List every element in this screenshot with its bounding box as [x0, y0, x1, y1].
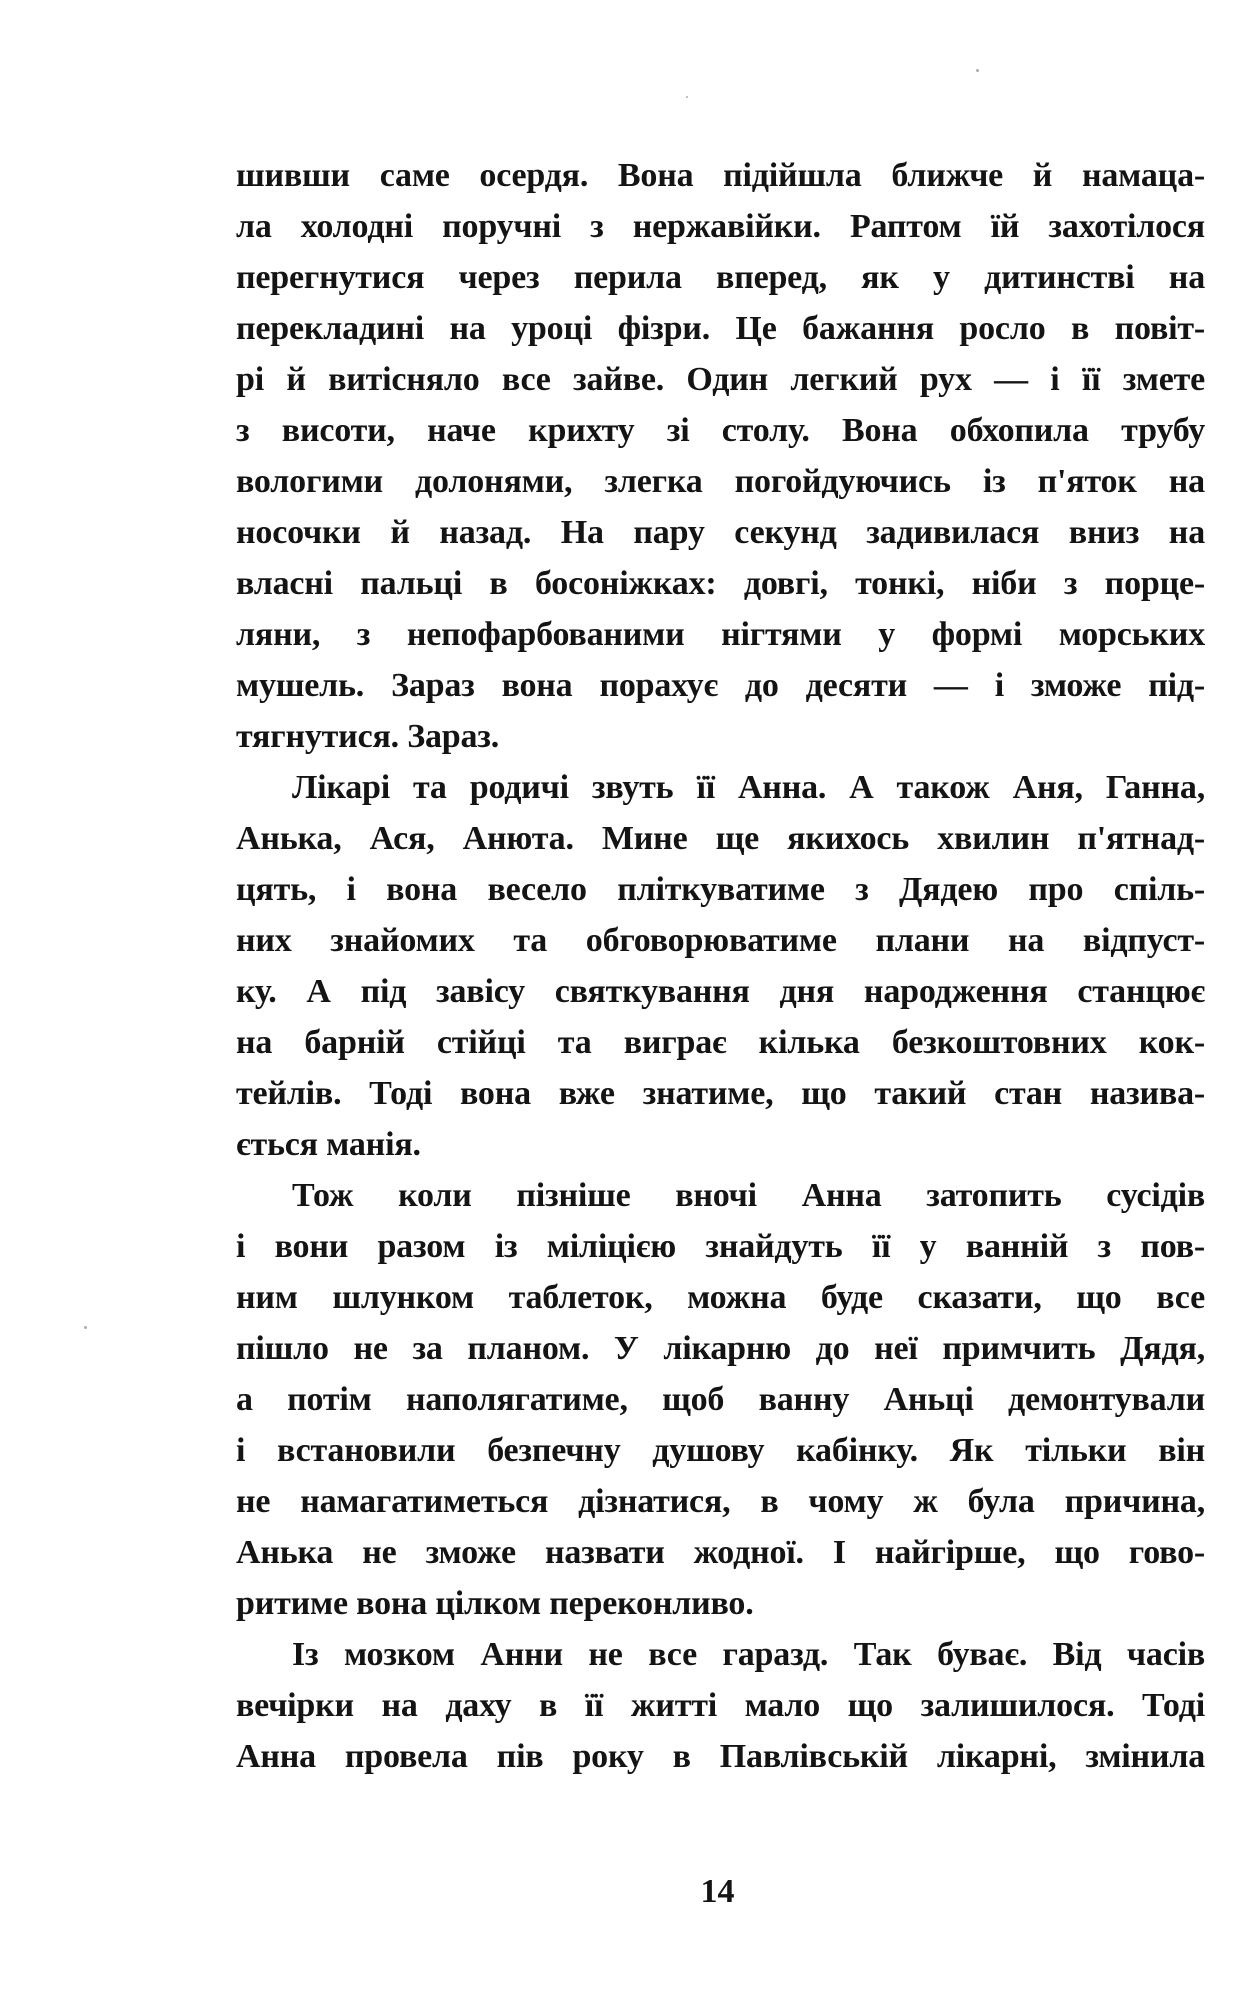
text-line: власні пальці в босоніжках: довгі, тонкі, ніби з порце- — [236, 565, 1205, 602]
text-line: вологими долонями, злегка погойдуючись із п'яток на — [236, 463, 1205, 500]
text-line: з висоти, наче крихту зі столу. Вона обхопила трубу — [236, 412, 1205, 449]
scan-speck — [686, 96, 688, 98]
page-number: 14 — [700, 1873, 735, 1910]
text-line: на барній стійці та виграє кілька безкоштовних кок- — [236, 1024, 1205, 1061]
scan-speck — [976, 69, 979, 72]
text-line: шивши саме осердя. Вона підійшла ближче й намаца- — [236, 157, 1205, 194]
text-line: Анька не зможе назвати жодної. І найгірше, що гово- — [236, 1534, 1205, 1571]
text-line: ла холодні поручні з нержавійки. Раптом їй захотілося — [236, 208, 1205, 245]
text-line: вечірки на даху в її житті мало що залишилося. Тоді — [236, 1687, 1205, 1724]
paragraph-4 — [236, 1629, 1205, 1782]
text-line: ритиме вона цілком переконливо. — [236, 1585, 754, 1622]
text-line: ку. А під завісу святкування дня народження станцює — [236, 973, 1205, 1010]
paragraph-2 — [236, 762, 1205, 1170]
text-line: і встановили безпечну душову кабінку. Як тільки він — [236, 1432, 1205, 1469]
text-line: ним шлунком таблеток, можна буде сказати, що все — [236, 1279, 1205, 1316]
text-line: тейлів. Тоді вона вже знатиме, що такий стан назива- — [236, 1075, 1205, 1112]
text-line: Анька, Ася, Анюта. Мине ще якихось хвилин п'ятнад- — [236, 820, 1205, 857]
text-line: перегнутися через перила вперед, як у дитинстві на — [236, 259, 1205, 296]
text-line: рі й витісняло все зайве. Один легкий рух — і її змете — [236, 361, 1205, 398]
text-line: перекладині на уроці фізри. Це бажання росло в повіт- — [236, 310, 1205, 347]
text-line: цять, і вона весело пліткуватиме з Дядею про спіль- — [236, 871, 1205, 908]
text-line: і вони разом із міліцією знайдуть її у ванній з пов- — [236, 1228, 1205, 1265]
paragraph-1 — [236, 150, 1205, 762]
text-line: тягнутися. Зараз. — [236, 718, 500, 755]
text-line: Тож коли пізніше вночі Анна затопить сусідів — [292, 1177, 1205, 1214]
text-line: не намагатиметься дізнатися, в чому ж була причина, — [236, 1483, 1205, 1520]
text-line: Із мозком Анни не все гаразд. Так буває. Від часів — [292, 1636, 1205, 1673]
text-line: а потім наполягатиме, щоб ванну Аньці демонтували — [236, 1381, 1205, 1418]
text-line: носочки й назад. На пару секунд задивилася вниз на — [236, 514, 1205, 551]
text-line: ється манія. — [236, 1126, 421, 1163]
text-line: мушель. Зараз вона порахує до десяти — і зможе під- — [236, 667, 1205, 704]
scan-speck — [84, 1326, 87, 1329]
text-line: ляни, з непофарбованими нігтями у формі морських — [236, 616, 1205, 653]
paragraph-3 — [236, 1170, 1205, 1629]
text-line: них знайомих та обговорюватиме плани на відпуст- — [236, 922, 1205, 959]
body-text — [236, 150, 1205, 1782]
text-line: пішло не за планом. У лікарню до неї примчить Дядя, — [236, 1330, 1205, 1367]
text-line: Анна провела пів року в Павлівській лікарні, змінила — [236, 1738, 1205, 1775]
text-line: Лікарі та родичі звуть її Анна. А також Аня, Ганна, — [292, 769, 1205, 806]
